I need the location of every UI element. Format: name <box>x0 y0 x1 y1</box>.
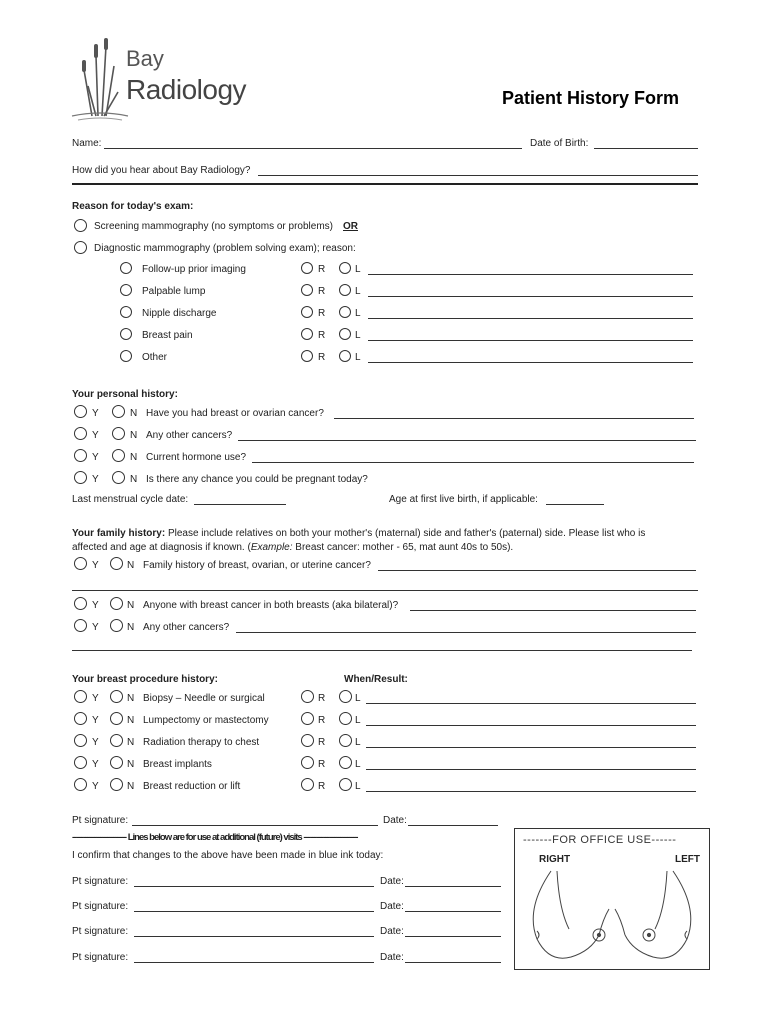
reason-label: Other <box>142 352 168 363</box>
left-label: L <box>355 264 361 275</box>
office-use-title: -------FOR OFFICE USE------ <box>523 834 677 846</box>
left-radio[interactable] <box>339 328 351 340</box>
answer-field[interactable] <box>238 440 696 441</box>
left-radio[interactable] <box>339 284 351 296</box>
no-label: N <box>127 759 135 770</box>
no-radio[interactable] <box>112 427 125 440</box>
personal-heading: Your personal history: <box>72 389 178 400</box>
referral-label: How did you hear about Bay Radiology? <box>72 165 251 176</box>
yes-radio[interactable] <box>74 690 87 703</box>
answer-field-continued[interactable] <box>72 590 698 591</box>
date-label: Date: <box>380 926 404 937</box>
yes-label: Y <box>92 430 99 441</box>
right-label: R <box>318 737 326 748</box>
answer-field[interactable] <box>378 570 696 571</box>
yes-label: Y <box>92 452 99 463</box>
left-label: L <box>355 737 361 748</box>
result-field[interactable] <box>366 769 696 770</box>
result-field[interactable] <box>366 725 696 726</box>
right-radio[interactable] <box>301 350 313 362</box>
no-label: N <box>127 600 135 611</box>
no-label: N <box>127 781 135 792</box>
date-label: Date: <box>380 901 404 912</box>
date-field[interactable] <box>405 936 501 937</box>
yes-label: Y <box>92 781 99 792</box>
right-label: R <box>318 352 326 363</box>
no-radio[interactable] <box>110 756 123 769</box>
right-radio[interactable] <box>301 306 313 318</box>
family-intro-text2b: Breast cancer: mother - 65, mat aunt 40s to 50s). <box>292 542 514 553</box>
yes-label: Y <box>92 474 99 485</box>
right-radio[interactable] <box>301 734 314 747</box>
date-field[interactable] <box>405 886 501 887</box>
yes-radio[interactable] <box>74 471 87 484</box>
left-label: L <box>355 286 361 297</box>
family-heading: Your family history: <box>72 528 166 539</box>
yes-radio[interactable] <box>74 405 87 418</box>
left-label: L <box>355 330 361 341</box>
no-radio[interactable] <box>110 778 123 791</box>
signature-field[interactable] <box>134 936 374 937</box>
brand-top: Bay <box>126 46 164 71</box>
procedure-label: Biopsy – Needle or surgical <box>143 693 265 704</box>
signature-field[interactable] <box>134 886 374 887</box>
reason-detail-field[interactable] <box>368 362 693 363</box>
no-label: N <box>127 560 135 571</box>
right-label: R <box>318 693 326 704</box>
yes-radio[interactable] <box>74 427 87 440</box>
signature-label: Pt signature: <box>72 876 129 887</box>
question-label: Family history of breast, ovarian, or uterine cancer? <box>143 560 371 571</box>
reason-detail-field[interactable] <box>368 340 693 341</box>
left-radio[interactable] <box>339 712 352 725</box>
no-radio[interactable] <box>110 712 123 725</box>
result-field[interactable] <box>366 703 696 704</box>
left-radio[interactable] <box>339 262 351 274</box>
left-label: L <box>355 715 361 726</box>
date-label: Date: <box>380 876 404 887</box>
right-label: R <box>318 759 326 770</box>
reason-detail-field[interactable] <box>368 274 693 275</box>
no-label: N <box>130 430 138 441</box>
yes-radio[interactable] <box>74 597 87 610</box>
yes-label: Y <box>92 715 99 726</box>
yes-radio[interactable] <box>74 619 87 632</box>
yes-label: Y <box>92 408 99 419</box>
question-label: Have you had breast or ovarian cancer? <box>146 408 324 419</box>
date-field[interactable] <box>408 825 498 826</box>
reason-radio[interactable] <box>120 328 132 340</box>
left-label: L <box>355 693 361 704</box>
left-heading: LEFT <box>675 854 700 865</box>
right-radio[interactable] <box>301 756 314 769</box>
or-label: OR <box>343 221 358 232</box>
right-label: R <box>318 781 326 792</box>
procedure-label: Lumpectomy or mastectomy <box>143 715 269 726</box>
future-visits-divider: ------------------------- Lines below are for use at additional (future) visits ------------------------- <box>72 832 358 843</box>
left-radio[interactable] <box>339 306 351 318</box>
brand-bottom: Radiology <box>126 74 247 105</box>
name-label: Name: <box>72 138 102 149</box>
office-use-box <box>514 828 710 970</box>
no-radio[interactable] <box>112 449 125 462</box>
answer-field[interactable] <box>236 632 696 633</box>
yes-label: Y <box>92 600 99 611</box>
reason-radio[interactable] <box>120 350 132 362</box>
confirm-text: I confirm that changes to the above have been made in blue ink today: <box>72 850 384 861</box>
left-radio[interactable] <box>339 778 352 791</box>
answer-field[interactable] <box>252 462 694 463</box>
question-label: Anyone with breast cancer in both breasts (aka bilateral)? <box>143 600 399 611</box>
left-label: L <box>355 352 361 363</box>
right-label: R <box>318 264 326 275</box>
left-radio[interactable] <box>339 756 352 769</box>
first-birth-field[interactable] <box>546 504 604 505</box>
first-birth-label: Age at first live birth, if applicable: <box>389 494 538 505</box>
screening-label: Screening mammography (no symptoms or problems) <box>94 221 333 232</box>
yes-radio[interactable] <box>74 557 87 570</box>
right-radio[interactable] <box>301 262 313 274</box>
screening-radio[interactable] <box>74 219 87 232</box>
signature-field[interactable] <box>134 911 374 912</box>
left-label: L <box>355 759 361 770</box>
family-intro-line2 <box>72 542 513 553</box>
reason-detail-field[interactable] <box>368 318 693 319</box>
no-label: N <box>127 622 135 633</box>
right-label: R <box>318 715 326 726</box>
question-label: Current hormone use? <box>146 452 247 463</box>
dob-label: Date of Birth: <box>530 138 589 149</box>
answer-field[interactable] <box>334 418 694 419</box>
yes-label: Y <box>92 560 99 571</box>
yes-label: Y <box>92 693 99 704</box>
family-intro <box>72 528 645 539</box>
right-heading: RIGHT <box>539 854 571 865</box>
no-label: N <box>127 693 135 704</box>
example-label: Example: <box>250 542 293 553</box>
no-radio[interactable] <box>112 471 125 484</box>
referral-field[interactable] <box>258 175 698 176</box>
yes-label: Y <box>92 759 99 770</box>
when-result-heading: When/Result: <box>344 674 408 685</box>
no-radio[interactable] <box>110 597 123 610</box>
left-radio[interactable] <box>339 734 352 747</box>
menstrual-label: Last menstrual cycle date: <box>72 494 189 505</box>
name-field[interactable] <box>104 148 522 149</box>
reason-label: Follow-up prior imaging <box>142 264 246 275</box>
reason-heading: Reason for today's exam: <box>72 201 194 212</box>
diagnostic-radio[interactable] <box>74 241 87 254</box>
question-label: Any other cancers? <box>143 622 230 633</box>
family-intro-text2a: affected and age at diagnosis if known. ( <box>72 542 251 553</box>
signature-field[interactable] <box>134 962 374 963</box>
signature-label: Pt signature: <box>72 901 129 912</box>
yes-radio[interactable] <box>74 449 87 462</box>
date-field[interactable] <box>405 911 501 912</box>
reason-radio[interactable] <box>120 284 132 296</box>
answer-field-continued[interactable] <box>72 650 692 651</box>
right-radio[interactable] <box>301 778 314 791</box>
reason-radio[interactable] <box>120 262 132 274</box>
question-label: Is there any chance you could be pregnant today? <box>146 474 368 485</box>
diagnostic-label: Diagnostic mammography (problem solving exam); reason: <box>94 243 356 254</box>
no-label: N <box>130 452 138 463</box>
question-label: Any other cancers? <box>146 430 233 441</box>
breast-diagram-icon <box>515 869 709 969</box>
result-field[interactable] <box>366 747 696 748</box>
cattail-logo-icon <box>70 36 130 122</box>
no-radio[interactable] <box>110 557 123 570</box>
reason-label: Nipple discharge <box>142 308 217 319</box>
reason-radio[interactable] <box>120 306 132 318</box>
no-label: N <box>130 474 138 485</box>
reason-detail-field[interactable] <box>368 296 693 297</box>
yes-radio[interactable] <box>74 778 87 791</box>
reason-label: Palpable lump <box>142 286 206 297</box>
right-label: R <box>318 308 326 319</box>
date-label: Date: <box>380 952 404 963</box>
left-radio[interactable] <box>339 350 351 362</box>
family-intro-text: Please include relatives on both your mother's (maternal) side and father's (paternal) side. Please list who is <box>167 528 646 539</box>
signature-field[interactable] <box>132 825 378 826</box>
right-radio[interactable] <box>301 712 314 725</box>
page-title: Patient History Form <box>502 88 680 108</box>
procedure-label: Breast reduction or lift <box>143 781 241 792</box>
no-label: N <box>130 408 138 419</box>
date-field[interactable] <box>405 962 501 963</box>
yes-label: Y <box>92 622 99 633</box>
menstrual-field[interactable] <box>194 504 286 505</box>
left-label: L <box>355 781 361 792</box>
procedure-label: Radiation therapy to chest <box>143 737 260 748</box>
reason-label: Breast pain <box>142 330 193 341</box>
yes-radio[interactable] <box>74 756 87 769</box>
procedure-heading: Your breast procedure history: <box>72 674 218 685</box>
right-radio[interactable] <box>301 328 313 340</box>
logo <box>70 36 260 126</box>
procedure-label: Breast implants <box>143 759 212 770</box>
no-radio[interactable] <box>110 619 123 632</box>
dob-field[interactable] <box>594 148 698 149</box>
yes-radio[interactable] <box>74 734 87 747</box>
yes-radio[interactable] <box>74 712 87 725</box>
right-label: R <box>318 286 326 297</box>
answer-field[interactable] <box>410 610 696 611</box>
yes-label: Y <box>92 737 99 748</box>
result-field[interactable] <box>366 791 696 792</box>
no-radio[interactable] <box>110 690 123 703</box>
signature-label: Pt signature: <box>72 952 129 963</box>
right-radio[interactable] <box>301 284 313 296</box>
left-label: L <box>355 308 361 319</box>
signature-label: Pt signature: <box>72 926 129 937</box>
signature-label: Pt signature: <box>72 815 129 826</box>
no-radio[interactable] <box>110 734 123 747</box>
right-label: R <box>318 330 326 341</box>
left-radio[interactable] <box>339 690 352 703</box>
no-label: N <box>127 715 135 726</box>
header-divider <box>72 183 698 185</box>
no-label: N <box>127 737 135 748</box>
no-radio[interactable] <box>112 405 125 418</box>
date-label: Date: <box>383 815 407 826</box>
right-radio[interactable] <box>301 690 314 703</box>
